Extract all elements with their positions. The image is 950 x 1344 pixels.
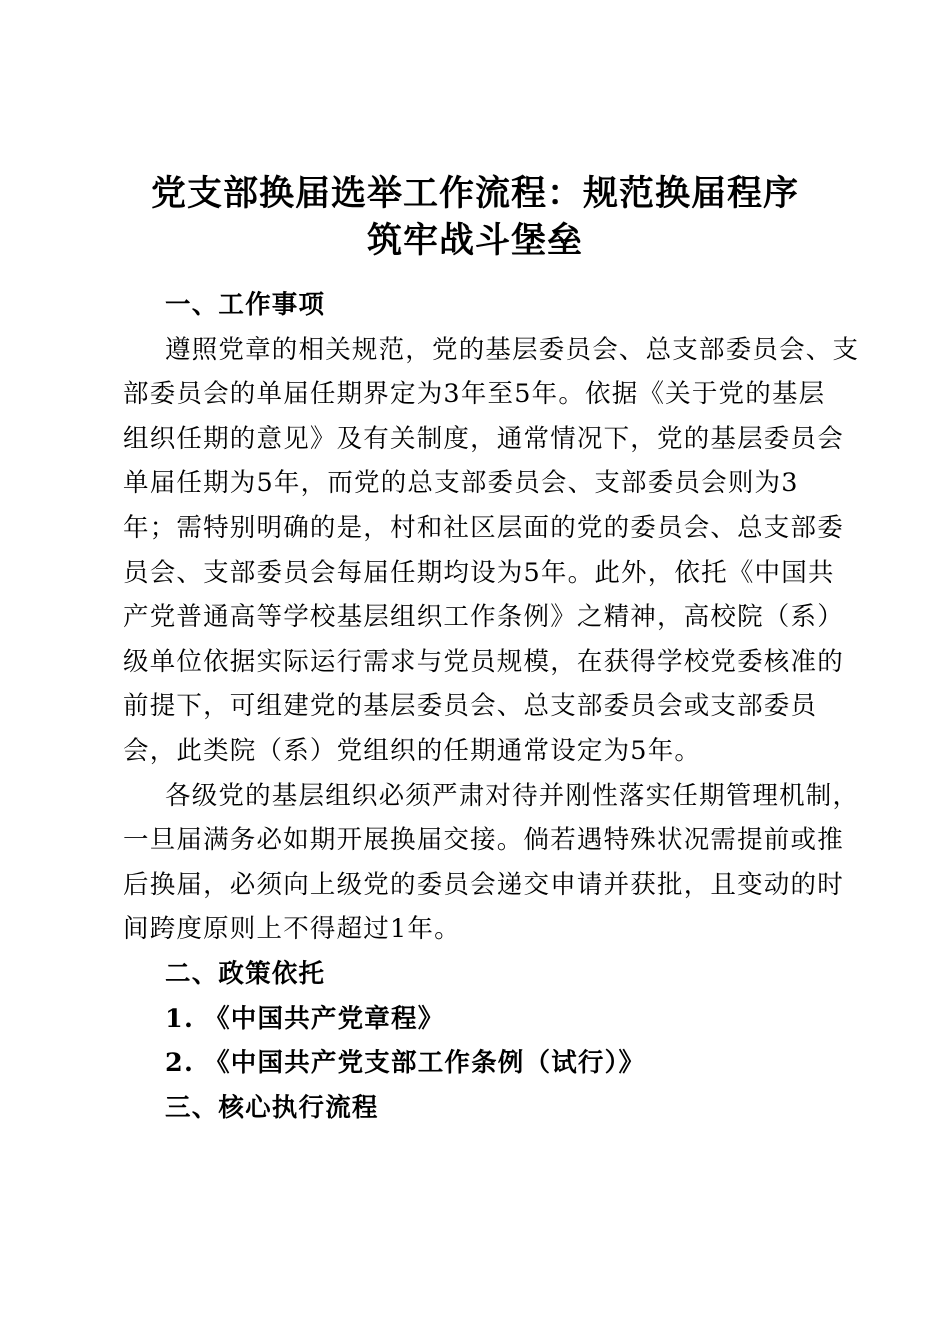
section-heading: 一、工作事项 [165,290,326,320]
paragraph-line: 级单位依据实际运行需求与党员规模，在获得学校党委核准的 [123,646,844,677]
paragraph-line: 间跨度原则上不得超过1年。 [123,914,461,945]
section-heading: 三、核心执行流程 [165,1092,379,1123]
document-title [0,170,950,264]
paragraph-line: 会，此类院（系）党组织的任期通常设定为5年。 [123,735,702,766]
policy-list-item: 2. 《中国共产党支部工作条例（试行）》 [165,1048,646,1079]
paragraph-line: 各级党的基层组织必须严肃对待并刚性落实任期管理机制， [165,780,860,811]
document-body [123,283,860,1130]
paragraph-line: 后换届，必须向上级党的委员会递交申请并获批，且变动的时 [123,869,844,900]
paragraph-term-rules [123,328,860,774]
title-line-2: 筑牢战斗堡垒 [366,220,583,261]
section-heading: 二、政策依托 [165,958,326,989]
paragraph-line: 部委员会的单届任期界定为3年至5年。依据《关于党的基层 [123,379,826,410]
paragraph-line: 遵照党章的相关规范，党的基层委员会、总支部委员会、支 [165,334,860,365]
paragraph-line: 组织任期的意见》及有关制度，通常情况下，党的基层委员会 [123,423,844,454]
policy-list-item: 1. 《中国共产党章程》 [165,1003,445,1034]
paragraph-line: 年；需特别明确的是，村和社区层面的党的委员会、总支部委 [123,512,844,543]
paragraph-line: 产党普通高等学校基层组织工作条例》之精神，高校院（系） [123,602,844,633]
title-line-1: 党支部换届选举工作流程：规范换届程序 [150,173,799,214]
paragraph-line: 员会、支部委员会每届任期均设为5年。此外，依托《中国共 [123,557,835,588]
paragraph-term-management [123,774,860,952]
paragraph-line: 前提下，可组建党的基层委员会、总支部委员会或支部委员 [123,691,818,722]
paragraph-line: 单届任期为5年，而党的总支部委员会、支部委员会则为3 [123,468,799,499]
paragraph-line: 一旦届满务必如期开展换届交接。倘若遇特殊状况需提前或推 [123,825,844,856]
